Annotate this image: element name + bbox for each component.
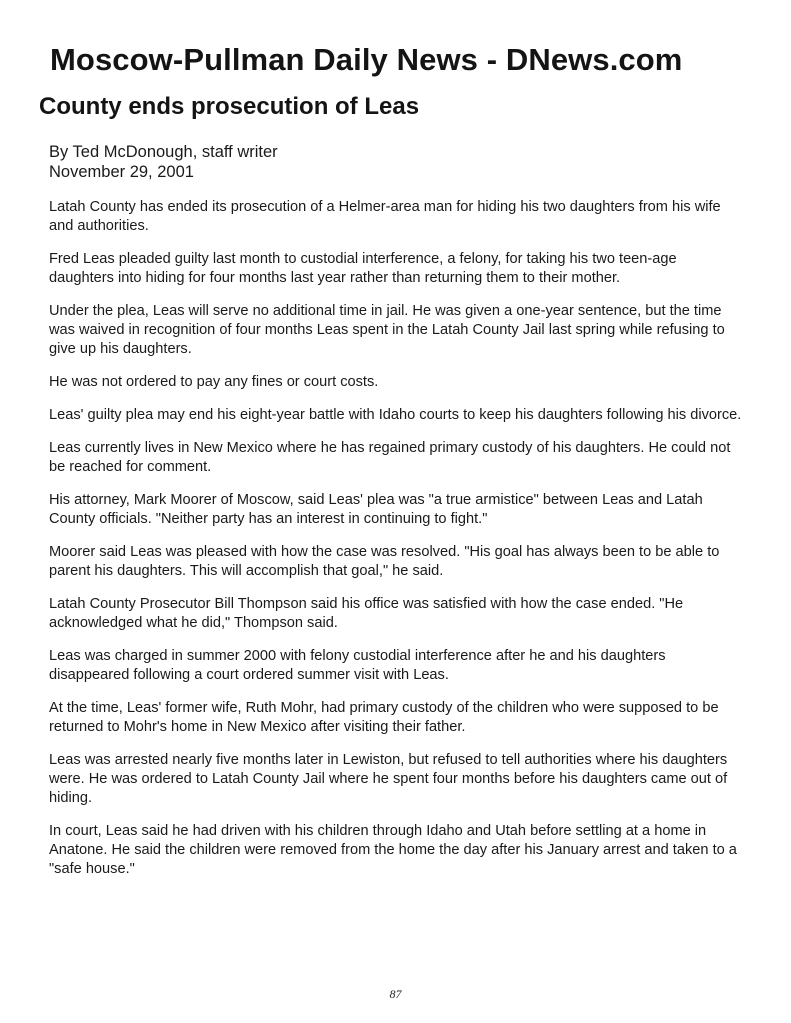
article-paragraph: Leas currently lives in New Mexico where he has regained primary custody of his daughters. He could not be reached for comment. <box>49 439 731 475</box>
article-paragraph: He was not ordered to pay any fines or court costs. <box>49 374 379 391</box>
article-body <box>49 198 744 893</box>
article-paragraph: Leas' guilty plea may end his eight-year battle with Idaho courts to keep his daughters following his divorce. <box>49 407 742 423</box>
page-number: 87 <box>389 987 402 1001</box>
article-paragraph: Leas was arrested nearly five months later in Lewiston, but refused to tell authorities where his daughters were. He was ordered to Latah County Jail where he spent four months before his daughters came out of hiding. <box>49 751 728 807</box>
byline <box>49 142 278 182</box>
article-paragraph: Moorer said Leas was pleased with how the case was resolved. "His goal has always been to be able to parent his daughters. This will accomplish that goal," he said. <box>49 543 720 579</box>
article-paragraph: At the time, Leas' former wife, Ruth Mohr, had primary custody of the children who were supposed to be returned to Mohr's home in New Mexico after visiting their father. <box>49 699 719 735</box>
masthead: Moscow-Pullman Daily News - DNews.com <box>50 42 683 77</box>
article-paragraph: Leas was charged in summer 2000 with felony custodial interference after he and his daughters disappeared following a court ordered summer visit with Leas. <box>49 647 666 683</box>
article-headline: County ends prosecution of Leas <box>39 93 420 120</box>
article-paragraph: In court, Leas said he had driven with his children through Idaho and Utah before settling at a home in Anatone. He said the children were removed from the home the day after his January arrest and taken to a "safe house." <box>49 823 737 878</box>
article-paragraph: Under the plea, Leas will serve no additional time in jail. He was given a one-year sentence, but the time was waived in recognition of four months Leas spent in the Latah County Jail last spring while refusing to give up his daughters. <box>49 303 725 358</box>
article-paragraph: His attorney, Mark Moorer of Moscow, said Leas' plea was "a true armistice" between Leas and Latah County officials. "Neither party has an interest in continuing to fight." <box>49 491 703 527</box>
article-paragraph: Fred Leas pleaded guilty last month to custodial interference, a felony, for taking his two teen-age daughters into hiding for four months last year rather than returning them to their mother. <box>49 251 677 287</box>
article-paragraph: Latah County has ended its prosecution of a Helmer-area man for hiding his two daughters from his wife and authorities. <box>49 199 721 235</box>
article-paragraph: Latah County Prosecutor Bill Thompson said his office was satisfied with how the case ended. "He acknowledged what he did," Thompson said. <box>49 595 684 631</box>
byline-date: November 29, 2001 <box>49 163 194 181</box>
byline-author: By Ted McDonough, staff writer <box>49 143 278 161</box>
